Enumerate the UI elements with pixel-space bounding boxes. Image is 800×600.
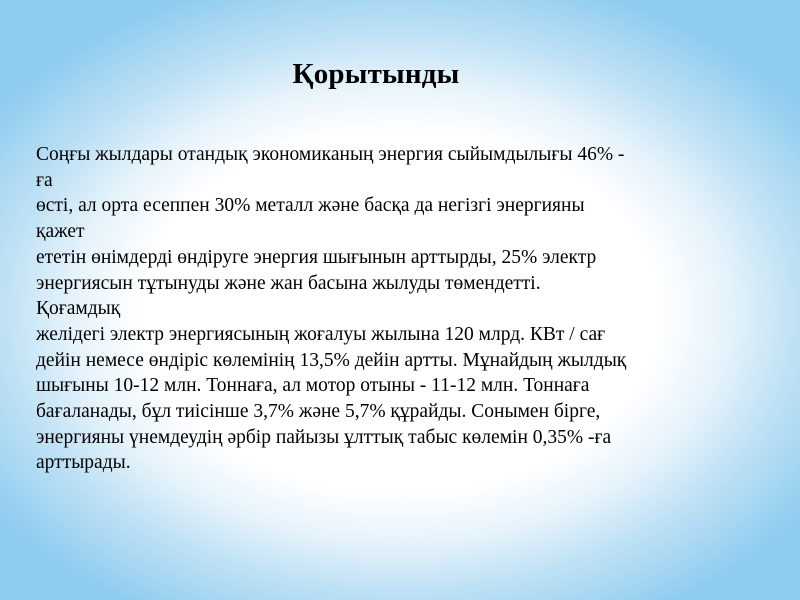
body-line: ететін өнімдерді өндіруге энергия шығынын арттырды, 25% электр (36, 246, 597, 268)
body-line: өсті, ал орта есеппен 30% металл және басқа да негізгі энергияны (36, 195, 585, 217)
body-line: Соңғы жылдары отандық экономиканың энергия сыйымдылығы 46% - (36, 144, 625, 165)
body-line: шығыны 10-12 млн. Тоннаға, ал мотор отыны - 11-12 млн. Тоннаға (36, 375, 590, 397)
body-line: дейін немесе өндіріс көлемінің 13,5% дейін артты. Мұнайдың жылдық (36, 349, 627, 371)
body-line: желідегі электр энергиясының жоғалуы жылына 120 млрд. КВт / сағ (36, 323, 606, 345)
body-line: энергияны үнемдеудің әрбір пайызы ұлттық табыс көлемін 0,35% -ға (36, 426, 612, 448)
slide-title: Қорытынды (292, 58, 460, 90)
slide-body-text (36, 142, 736, 476)
body-line: арттырады. (36, 452, 131, 474)
body-line: энергиясын тұтынуды және жан басына жылуды төмендетті. (36, 272, 541, 294)
body-line: ға (36, 169, 53, 191)
body-line: бағаланады, бұл тиісінше 3,7% және 5,7% құрайды. Сонымен бірге, (36, 401, 601, 423)
body-line: қажет (36, 221, 85, 243)
body-line: Қоғамдық (36, 298, 121, 320)
